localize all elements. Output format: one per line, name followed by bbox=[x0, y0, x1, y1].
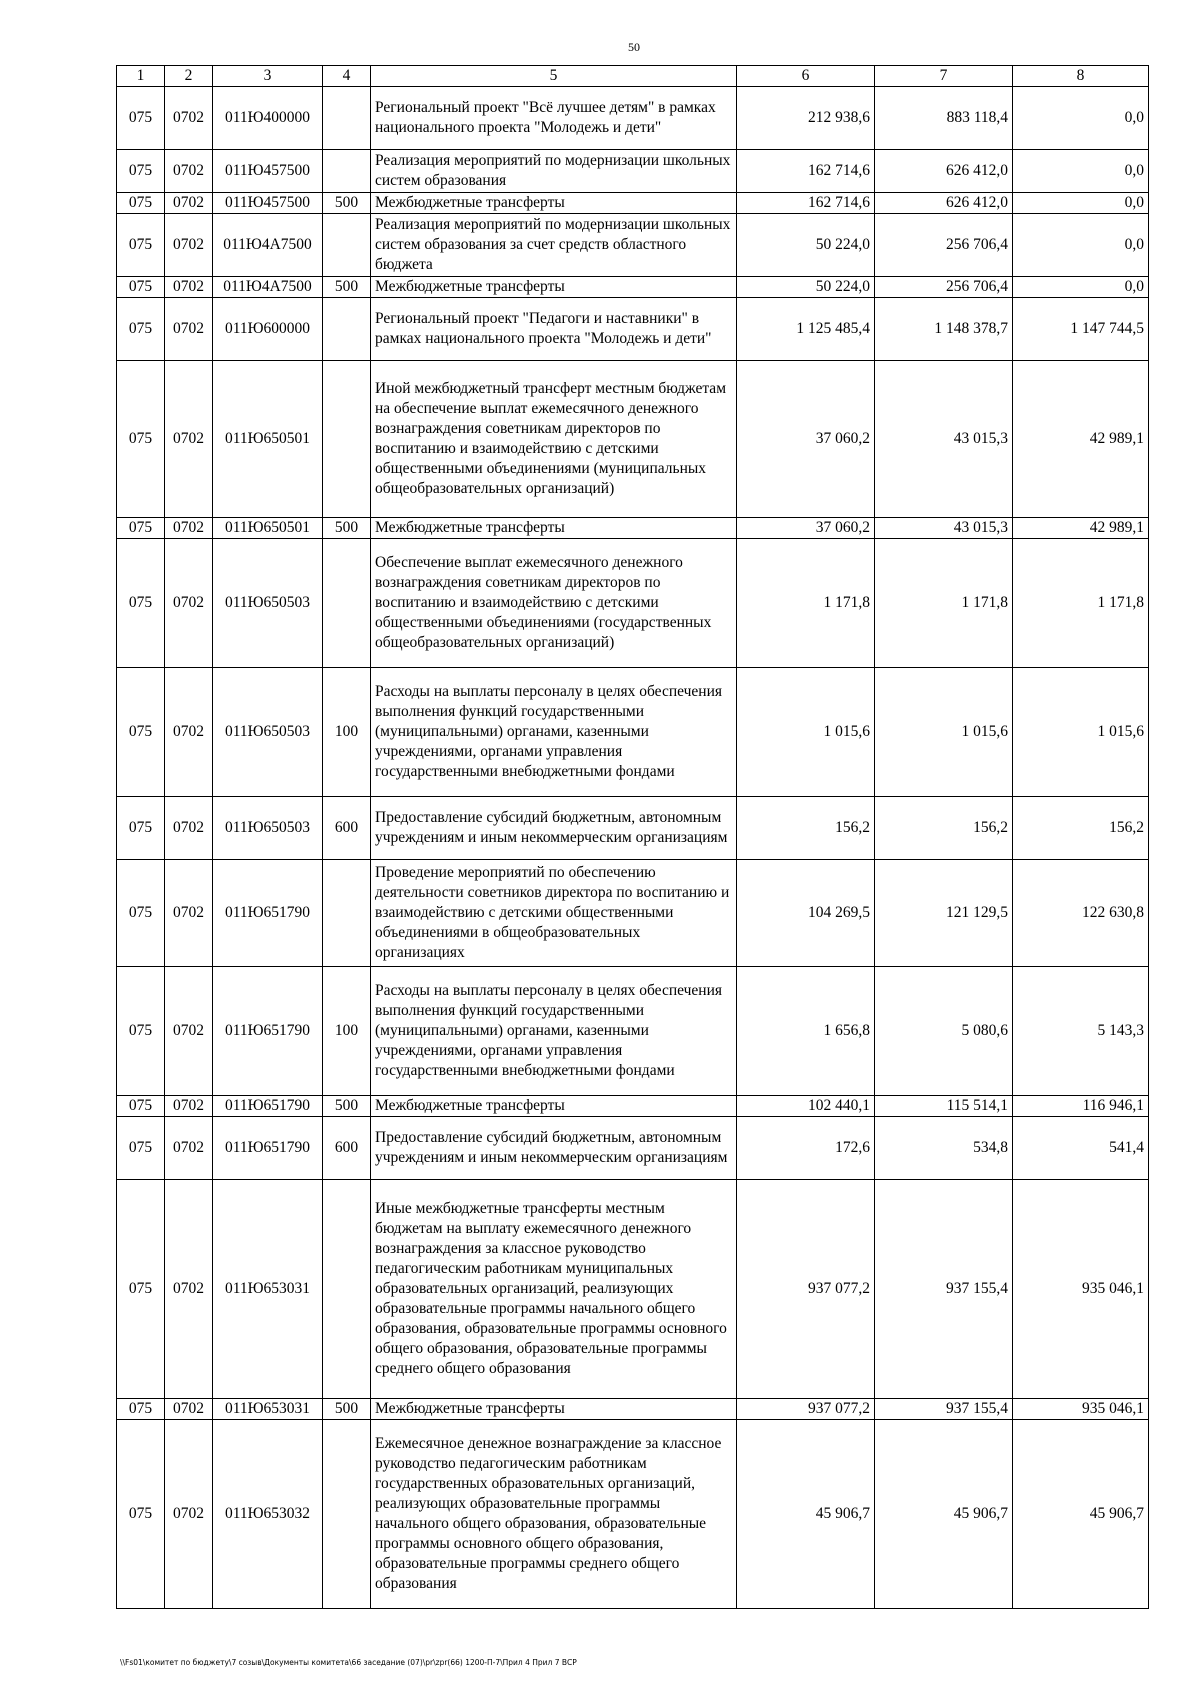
cell-amount-year2: 115 514,1 bbox=[875, 1096, 1013, 1117]
table-row bbox=[117, 361, 1149, 518]
cell-amount-year3: 42 989,1 bbox=[1013, 361, 1149, 518]
cell-amount-year2: 626 412,0 bbox=[875, 150, 1013, 193]
cell-target-article: 011Ю4А7500 bbox=[213, 277, 323, 298]
cell-amount-year2: 937 155,4 bbox=[875, 1399, 1013, 1420]
table-row bbox=[117, 1180, 1149, 1399]
cell-amount-year1: 104 269,5 bbox=[737, 860, 875, 967]
cell-description: Предоставление субсидий бюджетным, автономным учреждениям и иным некоммерческим организациям bbox=[371, 797, 737, 860]
cell-admin-code: 075 bbox=[117, 1117, 165, 1180]
cell-expense-type bbox=[323, 1420, 371, 1609]
cell-admin-code: 075 bbox=[117, 298, 165, 361]
cell-section-code: 0702 bbox=[165, 277, 213, 298]
cell-description: Расходы на выплаты персоналу в целях обеспечения выполнения функций государственными (муниципальными) органами, казенными учреждениями, органами управления государственными внебюджетными фондами bbox=[371, 967, 737, 1096]
cell-description: Межбюджетные трансферты bbox=[371, 1399, 737, 1420]
cell-amount-year3: 0,0 bbox=[1013, 277, 1149, 298]
cell-admin-code: 075 bbox=[117, 539, 165, 668]
column-header: 5 bbox=[371, 66, 737, 87]
table-row bbox=[117, 1399, 1149, 1420]
cell-section-code: 0702 bbox=[165, 87, 213, 150]
cell-section-code: 0702 bbox=[165, 1096, 213, 1117]
cell-amount-year1: 1 125 485,4 bbox=[737, 298, 875, 361]
cell-amount-year3: 935 046,1 bbox=[1013, 1180, 1149, 1399]
cell-amount-year1: 937 077,2 bbox=[737, 1399, 875, 1420]
cell-expense-type: 100 bbox=[323, 668, 371, 797]
table-row bbox=[117, 1117, 1149, 1180]
cell-description: Ежемесячное денежное вознаграждение за классное руководство педагогическим работникам государственных образовательных организаций, реализующих образовательные программы начального общего образования, образовательные программы основного общего образования, образовательные программы среднего общего образования bbox=[371, 1420, 737, 1609]
cell-expense-type bbox=[323, 214, 371, 277]
cell-admin-code: 075 bbox=[117, 214, 165, 277]
cell-description: Межбюджетные трансферты bbox=[371, 277, 737, 298]
table-row bbox=[117, 539, 1149, 668]
cell-section-code: 0702 bbox=[165, 193, 213, 214]
cell-amount-year3: 1 015,6 bbox=[1013, 668, 1149, 797]
cell-target-article: 011Ю653031 bbox=[213, 1399, 323, 1420]
cell-amount-year2: 156,2 bbox=[875, 797, 1013, 860]
cell-target-article: 011Ю653031 bbox=[213, 1180, 323, 1399]
cell-admin-code: 075 bbox=[117, 87, 165, 150]
cell-admin-code: 075 bbox=[117, 193, 165, 214]
cell-amount-year1: 172,6 bbox=[737, 1117, 875, 1180]
cell-description: Иные межбюджетные трансферты местным бюджетам на выплату ежемесячного денежного вознаграждения за классное руководство педагогическим работникам муниципальных образовательных организаций, реализующих образовательные программы начального общего образования, образовательные программы основного общего образования, образовательные программы среднего общего образования bbox=[371, 1180, 737, 1399]
table-row bbox=[117, 150, 1149, 193]
cell-target-article: 011Ю650501 bbox=[213, 518, 323, 539]
cell-amount-year2: 121 129,5 bbox=[875, 860, 1013, 967]
cell-amount-year3: 1 147 744,5 bbox=[1013, 298, 1149, 361]
cell-admin-code: 075 bbox=[117, 518, 165, 539]
table-row bbox=[117, 298, 1149, 361]
cell-expense-type bbox=[323, 361, 371, 518]
cell-expense-type: 600 bbox=[323, 797, 371, 860]
cell-amount-year3: 42 989,1 bbox=[1013, 518, 1149, 539]
cell-admin-code: 075 bbox=[117, 1420, 165, 1609]
cell-amount-year1: 50 224,0 bbox=[737, 277, 875, 298]
cell-admin-code: 075 bbox=[117, 860, 165, 967]
cell-amount-year2: 937 155,4 bbox=[875, 1180, 1013, 1399]
cell-description: Обеспечение выплат ежемесячного денежного вознаграждения советникам директоров по воспитанию и взаимодействию с детскими общественными объединениями (государственных общеобразовательных организаций) bbox=[371, 539, 737, 668]
cell-amount-year2: 1 171,8 bbox=[875, 539, 1013, 668]
cell-target-article: 011Ю651790 bbox=[213, 860, 323, 967]
cell-expense-type: 500 bbox=[323, 518, 371, 539]
cell-admin-code: 075 bbox=[117, 150, 165, 193]
column-header: 7 bbox=[875, 66, 1013, 87]
cell-amount-year3: 0,0 bbox=[1013, 193, 1149, 214]
cell-amount-year1: 162 714,6 bbox=[737, 150, 875, 193]
footer-file-path: \\Fs01\комитет по бюджету\7 созыв\Документы комитета\66 заседание (07)\pr\zpr(66) 1200-П-7\Прил 4 Прил 7 ВСР bbox=[120, 1658, 577, 1667]
cell-section-code: 0702 bbox=[165, 860, 213, 967]
table-row bbox=[117, 87, 1149, 150]
cell-expense-type bbox=[323, 87, 371, 150]
cell-expense-type bbox=[323, 860, 371, 967]
cell-amount-year2: 43 015,3 bbox=[875, 518, 1013, 539]
cell-target-article: 011Ю457500 bbox=[213, 150, 323, 193]
cell-amount-year2: 1 148 378,7 bbox=[875, 298, 1013, 361]
table-row bbox=[117, 518, 1149, 539]
cell-expense-type: 500 bbox=[323, 1096, 371, 1117]
cell-amount-year2: 883 118,4 bbox=[875, 87, 1013, 150]
cell-admin-code: 075 bbox=[117, 1096, 165, 1117]
cell-expense-type bbox=[323, 150, 371, 193]
cell-expense-type: 500 bbox=[323, 193, 371, 214]
cell-description: Межбюджетные трансферты bbox=[371, 1096, 737, 1117]
header-row bbox=[117, 66, 1149, 87]
cell-amount-year2: 626 412,0 bbox=[875, 193, 1013, 214]
cell-amount-year2: 43 015,3 bbox=[875, 361, 1013, 518]
cell-expense-type: 100 bbox=[323, 967, 371, 1096]
cell-amount-year3: 1 171,8 bbox=[1013, 539, 1149, 668]
cell-expense-type bbox=[323, 1180, 371, 1399]
cell-amount-year3: 0,0 bbox=[1013, 87, 1149, 150]
cell-description: Реализация мероприятий по модернизации школьных систем образования за счет средств областного бюджета bbox=[371, 214, 737, 277]
cell-section-code: 0702 bbox=[165, 518, 213, 539]
cell-target-article: 011Ю457500 bbox=[213, 193, 323, 214]
cell-admin-code: 075 bbox=[117, 1180, 165, 1399]
cell-target-article: 011Ю650503 bbox=[213, 797, 323, 860]
cell-expense-type bbox=[323, 298, 371, 361]
cell-section-code: 0702 bbox=[165, 298, 213, 361]
cell-amount-year3: 116 946,1 bbox=[1013, 1096, 1149, 1117]
cell-amount-year1: 37 060,2 bbox=[737, 518, 875, 539]
cell-amount-year2: 256 706,4 bbox=[875, 277, 1013, 298]
table-row bbox=[117, 797, 1149, 860]
cell-amount-year3: 935 046,1 bbox=[1013, 1399, 1149, 1420]
cell-amount-year2: 534,8 bbox=[875, 1117, 1013, 1180]
column-header: 4 bbox=[323, 66, 371, 87]
cell-description: Межбюджетные трансферты bbox=[371, 518, 737, 539]
cell-admin-code: 075 bbox=[117, 361, 165, 518]
cell-description: Предоставление субсидий бюджетным, автономным учреждениям и иным некоммерческим организациям bbox=[371, 1117, 737, 1180]
column-header: 2 bbox=[165, 66, 213, 87]
cell-target-article: 011Ю650503 bbox=[213, 668, 323, 797]
cell-section-code: 0702 bbox=[165, 1117, 213, 1180]
table-row bbox=[117, 967, 1149, 1096]
cell-admin-code: 075 bbox=[117, 1399, 165, 1420]
table-row bbox=[117, 193, 1149, 214]
cell-expense-type: 600 bbox=[323, 1117, 371, 1180]
cell-amount-year2: 1 015,6 bbox=[875, 668, 1013, 797]
cell-section-code: 0702 bbox=[165, 967, 213, 1096]
table-row bbox=[117, 1096, 1149, 1117]
cell-section-code: 0702 bbox=[165, 150, 213, 193]
budget-table bbox=[116, 65, 1149, 1609]
column-header: 1 bbox=[117, 66, 165, 87]
cell-target-article: 011Ю650501 bbox=[213, 361, 323, 518]
cell-amount-year3: 5 143,3 bbox=[1013, 967, 1149, 1096]
cell-amount-year1: 50 224,0 bbox=[737, 214, 875, 277]
cell-description: Расходы на выплаты персоналу в целях обеспечения выполнения функций государственными (муниципальными) органами, казенными учреждениями, органами управления государственными внебюджетными фондами bbox=[371, 668, 737, 797]
cell-description: Региональный проект "Всё лучшее детям" в рамках национального проекта "Молодежь и дети" bbox=[371, 87, 737, 150]
cell-amount-year2: 45 906,7 bbox=[875, 1420, 1013, 1609]
cell-description: Проведение мероприятий по обеспечению деятельности советников директора по воспитанию и взаимодействию с детскими общественными объединениями в общеобразовательных организациях bbox=[371, 860, 737, 967]
cell-admin-code: 075 bbox=[117, 797, 165, 860]
column-header: 6 bbox=[737, 66, 875, 87]
table-row bbox=[117, 214, 1149, 277]
cell-target-article: 011Ю651790 bbox=[213, 1117, 323, 1180]
cell-description: Иной межбюджетный трансферт местным бюджетам на обеспечение выплат ежемесячного денежного вознаграждения советникам директоров по воспитанию и взаимодействию с детскими общественными объединениями (муниципальных общеобразовательных организаций) bbox=[371, 361, 737, 518]
cell-amount-year3: 156,2 bbox=[1013, 797, 1149, 860]
cell-amount-year3: 0,0 bbox=[1013, 150, 1149, 193]
cell-amount-year2: 5 080,6 bbox=[875, 967, 1013, 1096]
cell-amount-year1: 1 656,8 bbox=[737, 967, 875, 1096]
cell-section-code: 0702 bbox=[165, 361, 213, 518]
cell-section-code: 0702 bbox=[165, 1399, 213, 1420]
cell-target-article: 011Ю4А7500 bbox=[213, 214, 323, 277]
table-row bbox=[117, 860, 1149, 967]
cell-admin-code: 075 bbox=[117, 668, 165, 797]
cell-amount-year1: 1 015,6 bbox=[737, 668, 875, 797]
cell-section-code: 0702 bbox=[165, 1420, 213, 1609]
cell-expense-type: 500 bbox=[323, 277, 371, 298]
cell-amount-year1: 45 906,7 bbox=[737, 1420, 875, 1609]
cell-amount-year1: 156,2 bbox=[737, 797, 875, 860]
cell-admin-code: 075 bbox=[117, 967, 165, 1096]
cell-section-code: 0702 bbox=[165, 539, 213, 668]
cell-target-article: 011Ю651790 bbox=[213, 967, 323, 1096]
cell-amount-year1: 937 077,2 bbox=[737, 1180, 875, 1399]
table-row bbox=[117, 668, 1149, 797]
cell-target-article: 011Ю600000 bbox=[213, 298, 323, 361]
cell-section-code: 0702 bbox=[165, 1180, 213, 1399]
cell-section-code: 0702 bbox=[165, 214, 213, 277]
cell-description: Региональный проект "Педагоги и наставники" в рамках национального проекта "Молодежь и дети" bbox=[371, 298, 737, 361]
cell-amount-year3: 0,0 bbox=[1013, 214, 1149, 277]
cell-target-article: 011Ю651790 bbox=[213, 1096, 323, 1117]
cell-target-article: 011Ю400000 bbox=[213, 87, 323, 150]
cell-amount-year1: 1 171,8 bbox=[737, 539, 875, 668]
page-number: 50 bbox=[628, 40, 640, 54]
cell-admin-code: 075 bbox=[117, 277, 165, 298]
cell-target-article: 011Ю650503 bbox=[213, 539, 323, 668]
cell-section-code: 0702 bbox=[165, 668, 213, 797]
cell-amount-year1: 102 440,1 bbox=[737, 1096, 875, 1117]
cell-amount-year1: 212 938,6 bbox=[737, 87, 875, 150]
cell-amount-year2: 256 706,4 bbox=[875, 214, 1013, 277]
table-row bbox=[117, 1420, 1149, 1609]
cell-amount-year3: 45 906,7 bbox=[1013, 1420, 1149, 1609]
cell-amount-year3: 122 630,8 bbox=[1013, 860, 1149, 967]
cell-description: Реализация мероприятий по модернизации школьных систем образования bbox=[371, 150, 737, 193]
cell-section-code: 0702 bbox=[165, 797, 213, 860]
cell-expense-type: 500 bbox=[323, 1399, 371, 1420]
cell-description: Межбюджетные трансферты bbox=[371, 193, 737, 214]
column-header: 3 bbox=[213, 66, 323, 87]
cell-expense-type bbox=[323, 539, 371, 668]
column-header: 8 bbox=[1013, 66, 1149, 87]
table-row bbox=[117, 277, 1149, 298]
cell-target-article: 011Ю653032 bbox=[213, 1420, 323, 1609]
cell-amount-year3: 541,4 bbox=[1013, 1117, 1149, 1180]
cell-amount-year1: 162 714,6 bbox=[737, 193, 875, 214]
cell-amount-year1: 37 060,2 bbox=[737, 361, 875, 518]
